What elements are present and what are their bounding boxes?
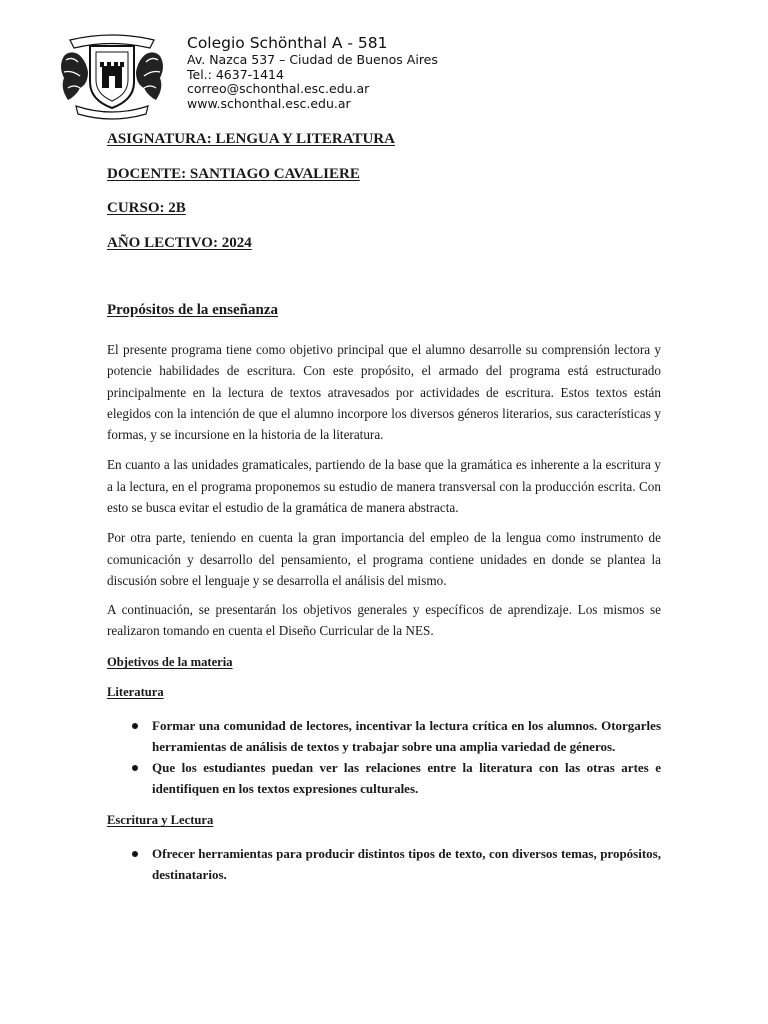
objective-text: Formar una comunidad de lectores, incentivar la lectura crítica en los alumnos. Otorgarles herramientas de análisis de textos y trabajar sobre una amplia variedad de géneros. bbox=[152, 718, 661, 755]
objectives-title: Objetivos de la materia bbox=[107, 655, 233, 670]
literature-subtitle: Literatura bbox=[107, 685, 164, 700]
purposes-paragraph: A continuación, se presentarán los objetivos generales y específicos de aprendizaje. Los mismos se realizaron tomando en cuenta el Diseño Curricular de la NES. bbox=[107, 602, 661, 638]
purposes-paragraph: Por otra parte, teniendo en cuenta la gran importancia del empleo de la lengua como instrumento de comunicación y desarrollo del pensamiento, el programa contiene unidades en donde se plantea la discusión sobre el lenguaje y se desarrolla el análisis del mismo. bbox=[107, 530, 661, 588]
list-item bbox=[107, 715, 661, 757]
writing-subtitle: Escritura y Lectura bbox=[107, 813, 214, 828]
school-website: www.schonthal.esc.edu.ar bbox=[187, 95, 351, 111]
year-heading: AÑO LECTIVO: 2024 bbox=[107, 235, 252, 251]
course-heading: CURSO: 2B bbox=[107, 200, 186, 216]
school-address: Av. Nazca 537 – Ciudad de Buenos Aires bbox=[187, 52, 438, 67]
list-item bbox=[107, 843, 661, 885]
purposes-title: Propósitos de la enseñanza bbox=[107, 302, 278, 318]
bullet-icon bbox=[132, 765, 138, 771]
teacher-heading: DOCENTE: SANTIAGO CAVALIERE bbox=[107, 166, 360, 182]
letterhead bbox=[50, 26, 730, 122]
writing-objectives-list bbox=[107, 843, 661, 885]
purposes-paragraph: El presente programa tiene como objetivo principal que el alumno desarrolle su comprensión lectora y potencie habilidades de escritura. Con este propósito, el armado del programa está estructurado principalmente en la lectura de textos atravesados por actividades de escritura. Estos textos están elegidos con la intención de que el alumno incorpore los diversos géneros literarios, sus características y formas, y se incursione en la historia de la literatura. bbox=[107, 342, 661, 443]
school-crest-logo bbox=[50, 26, 174, 120]
objective-text: Ofrecer herramientas para producir distintos tipos de texto, con diversos temas, propósitos, destinatarios. bbox=[152, 846, 661, 883]
school-phone: Tel.: 4637-1414 bbox=[187, 66, 284, 82]
objective-text: Que los estudiantes puedan ver las relaciones entre la literatura con las otras artes e identifiquen en los textos expresiones culturales. bbox=[152, 760, 661, 797]
subject-heading: ASIGNATURA: LENGUA Y LITERATURA bbox=[107, 131, 395, 147]
school-contact-block bbox=[187, 34, 438, 111]
list-item bbox=[107, 757, 661, 799]
bullet-icon bbox=[132, 723, 138, 729]
bullet-icon bbox=[132, 851, 138, 857]
literature-objectives-list bbox=[107, 715, 661, 799]
purposes-paragraph: En cuanto a las unidades gramaticales, partiendo de la base que la gramática es inherente a la escritura y a la lectura, en el programa proponemos su estudio de manera transversal con la producción escrita. Con esto se busca evitar el estudio de la gramática de manera abstracta. bbox=[107, 457, 661, 516]
school-email: correo@schonthal.esc.edu.ar bbox=[187, 81, 370, 97]
school-name: Colegio Schönthal A - 581 bbox=[187, 34, 388, 52]
document-body bbox=[107, 302, 661, 897]
